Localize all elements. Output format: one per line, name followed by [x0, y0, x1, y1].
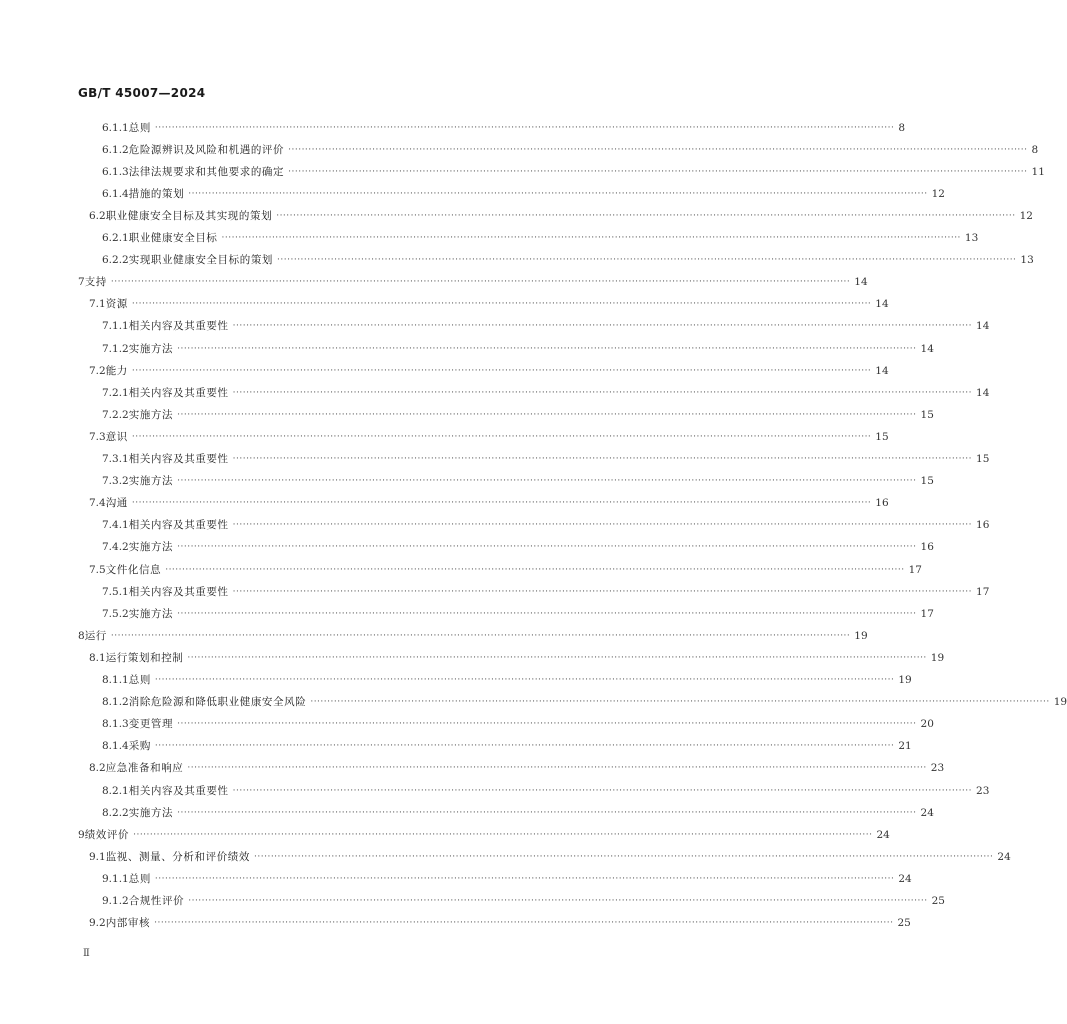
toc-entry-number: 6.1.4: [102, 187, 129, 200]
dot-leader: ····························································································································································································································: [154, 122, 895, 133]
toc-entry-number: 7.5.2: [102, 607, 129, 620]
toc-entry-number: 6.1.2: [102, 143, 129, 156]
toc-entry-page: 12: [1019, 209, 1033, 222]
toc-entry-number: 9.2: [89, 917, 106, 930]
toc-entry[interactable]: [78, 274, 868, 290]
toc-entry-number: 7.3: [89, 430, 106, 443]
toc-entry-title: 绩效评价: [84, 828, 130, 841]
toc-entry[interactable]: [102, 473, 934, 489]
toc-entry-page: 21: [898, 740, 912, 753]
dot-leader: ····························································································································································································································: [154, 741, 895, 752]
toc-entry[interactable]: [102, 318, 990, 334]
toc-entry-number: 6.2.1: [102, 232, 129, 244]
toc-entry[interactable]: [102, 252, 1034, 268]
dot-leader: ····························································································································································································································: [188, 188, 928, 199]
toc-entry-page: 20: [920, 718, 934, 731]
dot-leader: ····························································································································································································································: [277, 255, 1017, 266]
dot-leader: ····························································································································································································································: [188, 896, 928, 906]
dot-leader: ····························································································································································································································: [177, 343, 917, 354]
toc-entry-number: 8.1.2: [102, 696, 129, 709]
toc-entry-number: 7.5.1: [102, 585, 129, 598]
toc-entry[interactable]: [89, 915, 911, 931]
toc-entry-number: 9.1: [89, 850, 106, 863]
toc-entry-page: 13: [964, 232, 979, 244]
toc-entry-title: 相关内容及其重要性: [128, 585, 229, 598]
toc-entry-page: 14: [976, 320, 990, 333]
toc-entry-number: 8.1.4: [102, 740, 129, 753]
dot-leader: ····························································································································································································································: [232, 520, 973, 531]
toc-entry-page: 15: [920, 408, 934, 421]
dot-leader: ····························································································································································································································: [187, 652, 927, 663]
dot-leader: ····························································································································································································································: [110, 630, 851, 641]
dot-leader: ····························································································································································································································: [288, 144, 1028, 155]
dot-leader: ····························································································································································································································: [131, 299, 872, 310]
toc-entry[interactable]: [102, 186, 945, 202]
toc-entry-page: 25: [931, 895, 945, 907]
toc-entry-number: 7.1.1: [102, 320, 129, 333]
toc-entry[interactable]: [102, 451, 990, 467]
toc-entry-number: 6.2.2: [102, 254, 129, 267]
toc-entry-page: 24: [920, 806, 934, 819]
toc-entry-title: 总则: [128, 121, 151, 134]
dot-leader: ····························································································································································································································: [177, 608, 917, 619]
toc-entry-title: 相关内容及其重要性: [128, 453, 229, 465]
toc-entry-title: 法律法规要求和其他要求的确定: [128, 165, 285, 178]
toc-entry[interactable]: [102, 230, 979, 246]
toc-entry-page: 14: [875, 298, 889, 311]
toc-entry[interactable]: [89, 495, 889, 511]
dot-leader: ····························································································································································································································: [154, 873, 895, 884]
dot-leader: ····························································································································································································································: [177, 719, 917, 730]
toc-entry[interactable]: [102, 385, 990, 401]
toc-entry-title: 运行: [84, 629, 107, 642]
toc-entry-number: 7.3.1: [102, 453, 129, 465]
toc-entry[interactable]: [102, 341, 934, 357]
toc-entry-number: 8.1: [89, 651, 106, 664]
toc-entry-title: 应急准备和响应: [105, 762, 184, 775]
toc-entry-number: 8: [78, 629, 85, 642]
toc-entry[interactable]: [102, 407, 934, 423]
toc-entry[interactable]: [89, 363, 889, 379]
toc-entry-page: 12: [931, 187, 945, 200]
toc-entry-title: 相关内容及其重要性: [128, 320, 229, 333]
dot-leader: ····························································································································································································································: [288, 166, 1028, 177]
dot-leader: ····························································································································································································································: [177, 807, 917, 818]
dot-leader: ····························································································································································································································: [154, 675, 895, 685]
toc-entry-page: 15: [875, 430, 889, 443]
toc-entry-title: 变更管理: [128, 718, 174, 731]
toc-entry-page: 11: [1031, 165, 1045, 178]
toc-entry[interactable]: [89, 650, 945, 666]
toc-entry-number: 7: [78, 276, 85, 289]
toc-entry-title: 实施方法: [128, 541, 174, 554]
toc-entry-title: 意识: [105, 430, 128, 443]
toc-entry[interactable]: [102, 738, 912, 754]
toc-entry[interactable]: [102, 142, 1039, 158]
toc-entry[interactable]: [102, 783, 990, 799]
toc-entry[interactable]: [78, 827, 890, 843]
toc-entry-title: 相关内容及其重要性: [128, 784, 229, 797]
toc-entry[interactable]: [102, 672, 912, 688]
toc-entry-page: 13: [1020, 254, 1034, 267]
toc-entry-title: 采购: [128, 740, 151, 753]
toc-entry-number: 7.4: [89, 497, 106, 510]
toc-entry-title: 内部审核: [105, 917, 151, 930]
page-number: Ⅱ: [83, 948, 90, 959]
dot-leader: ····························································································································································································································: [154, 918, 894, 929]
toc-entry-page: 16: [976, 519, 990, 532]
toc-entry[interactable]: [89, 760, 945, 776]
toc-entry-number: 9: [78, 828, 85, 841]
toc-entry-number: 7.4.1: [102, 519, 129, 532]
toc-entry-title: 实施方法: [128, 607, 174, 620]
toc-entry[interactable]: [89, 562, 922, 578]
toc-entry[interactable]: [102, 517, 990, 533]
toc-entry-page: 15: [920, 475, 934, 488]
toc-entry[interactable]: [89, 849, 1011, 865]
dot-leader: ····························································································································································································································: [221, 233, 961, 243]
dot-leader: ····························································································································································································································: [232, 454, 973, 464]
toc-entry-number: 6.1.1: [102, 121, 129, 134]
toc-entry-page: 19: [854, 629, 868, 642]
toc-entry-page: 14: [875, 364, 889, 377]
toc-entry-page: 24: [876, 828, 890, 841]
toc-entry-title: 职业健康安全目标: [128, 232, 218, 244]
toc-entry-page: 14: [976, 386, 990, 399]
dot-leader: ····························································································································································································································: [187, 763, 927, 774]
toc-entry-number: 7.4.2: [102, 541, 129, 554]
toc-entry-page: 15: [976, 453, 990, 465]
toc-entry-number: 6.2: [89, 209, 106, 222]
toc-entry-page: 17: [976, 585, 990, 598]
dot-leader: ····························································································································································································································: [276, 210, 1016, 221]
toc-entry-title: 相关内容及其重要性: [128, 519, 229, 532]
toc-entry-title: 支持: [84, 276, 107, 289]
toc-entry-title: 危险源辨识及风险和机遇的评价: [128, 143, 285, 156]
toc-entry-page: 17: [920, 607, 934, 620]
toc-entry-title: 总则: [128, 674, 151, 686]
dot-leader: ····························································································································································································································: [232, 785, 973, 796]
toc-entry-title: 相关内容及其重要性: [128, 386, 229, 399]
toc-entry-title: 合规性评价: [128, 895, 185, 907]
toc-entry-title: 职业健康安全目标及其实现的策划: [105, 209, 273, 222]
toc-entry[interactable]: [89, 429, 889, 445]
toc-entry-page: 19: [930, 651, 945, 664]
dot-leader: ····························································································································································································································: [177, 409, 917, 420]
toc-entry[interactable]: [102, 584, 990, 600]
toc-entry-number: 7.2.1: [102, 386, 129, 399]
document-code: GB/T 45007—2024: [78, 86, 206, 100]
toc-entry-number: 7.2.2: [102, 408, 129, 421]
toc-entry[interactable]: [102, 694, 1067, 710]
toc-entry[interactable]: [102, 893, 945, 909]
toc-entry-title: 总则: [128, 872, 151, 885]
toc-entry[interactable]: [78, 628, 868, 644]
toc-entry[interactable]: [102, 539, 934, 555]
toc-entry-page: 14: [920, 342, 934, 355]
toc-entry-number: 8.2: [89, 762, 106, 775]
toc-entry-page: 17: [908, 563, 922, 576]
toc-entry-number: 7.1: [89, 298, 106, 311]
toc-entry-title: 措施的策划: [128, 187, 185, 200]
toc-entry-number: 7.1.2: [102, 342, 129, 355]
toc-entry-page: 19: [898, 674, 912, 686]
toc-entry-page: 19: [1053, 696, 1067, 709]
toc-entry-title: 实现职业健康安全目标的策划: [128, 254, 274, 267]
toc-entry-title: 运行策划和控制: [105, 651, 184, 664]
toc-entry-page: 24: [898, 872, 912, 885]
toc-entry[interactable]: [102, 606, 934, 622]
toc-entry[interactable]: [102, 164, 1045, 180]
dot-leader: ····························································································································································································································: [165, 564, 905, 575]
dot-leader: ····························································································································································································································: [232, 321, 973, 332]
toc-entry-page: 23: [976, 784, 990, 797]
toc-entry-title: 实施方法: [128, 342, 174, 355]
toc-entry-number: 8.1.1: [102, 674, 129, 686]
toc-entry-title: 监视、测量、分析和评价绩效: [105, 850, 251, 863]
toc-entry-page: 8: [1031, 143, 1039, 156]
toc-entry-title: 资源: [105, 298, 128, 311]
toc-entry-page: 8: [898, 121, 905, 134]
dot-leader: ····························································································································································································································: [177, 476, 917, 487]
dot-leader: ····························································································································································································································: [254, 851, 994, 862]
toc-entry-number: 9.1.1: [102, 872, 129, 885]
toc-entry[interactable]: [102, 716, 934, 732]
toc-entry-page: 14: [854, 276, 868, 289]
toc-entry-title: 实施方法: [128, 408, 174, 421]
toc-entry-title: 实施方法: [128, 806, 174, 819]
dot-leader: ····························································································································································································································: [131, 498, 872, 509]
toc-entry-page: 23: [930, 762, 945, 775]
dot-leader: ····························································································································································································································: [232, 387, 973, 398]
toc-entry-page: 16: [875, 497, 889, 510]
dot-leader: ····························································································································································································································: [110, 277, 851, 288]
toc-entry[interactable]: [89, 208, 1033, 224]
dot-leader: ····························································································································································································································: [133, 829, 873, 840]
toc-entry-number: 6.1.3: [102, 165, 129, 178]
toc-entry-number: 7.5: [89, 563, 106, 576]
toc-entry-number: 9.1.2: [102, 895, 129, 907]
toc-entry[interactable]: [102, 871, 912, 887]
toc-entry-title: 能力: [105, 364, 128, 377]
toc-entry-page: 25: [897, 917, 911, 930]
toc-entry[interactable]: [102, 120, 905, 136]
toc-entry-title: 实施方法: [128, 475, 174, 488]
toc-entry-number: 8.2.1: [102, 784, 129, 797]
toc-entry[interactable]: [102, 805, 934, 821]
toc-entry[interactable]: [89, 296, 889, 312]
toc-entry-page: 24: [997, 850, 1011, 863]
toc-entry-title: 沟通: [105, 497, 128, 510]
toc-entry-number: 8.2.2: [102, 806, 129, 819]
toc-entry-number: 8.1.3: [102, 718, 129, 731]
dot-leader: ····························································································································································································································: [131, 365, 872, 376]
toc-entry-number: 7.3.2: [102, 475, 129, 488]
toc-entry-page: 16: [920, 541, 934, 554]
dot-leader: ····························································································································································································································: [131, 431, 872, 442]
dot-leader: ····························································································································································································································: [177, 542, 917, 553]
toc-entry-title: 文件化信息: [105, 563, 162, 576]
toc-entry-number: 7.2: [89, 364, 106, 377]
toc-entry-title: 消除危险源和降低职业健康安全风险: [128, 696, 307, 709]
dot-leader: ····························································································································································································································: [232, 586, 973, 597]
dot-leader: ····························································································································································································································: [310, 697, 1050, 708]
